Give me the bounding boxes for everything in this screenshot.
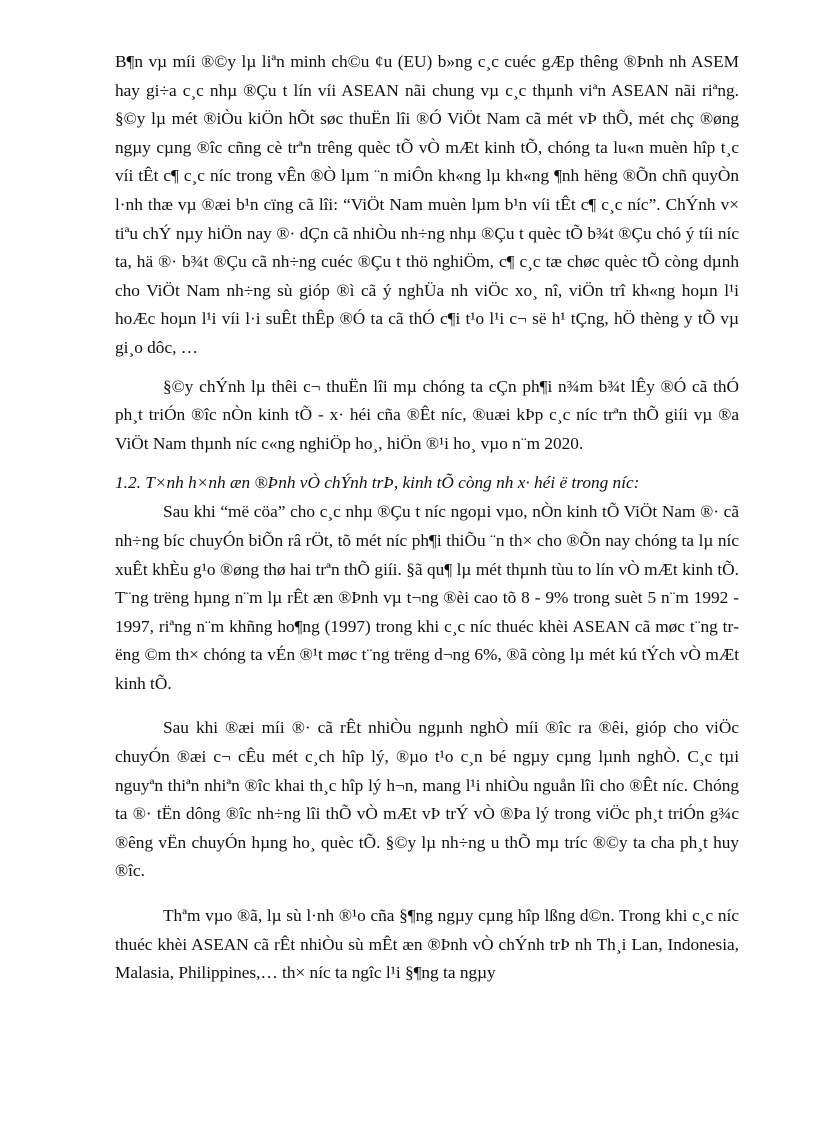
paragraph-after-renovation: Sau khi ®æi míi ®· cã rÊt nhiÒu ngµnh nghÒ míi ®îc ra ®êi, gióp cho viÖc chuyÓn ®æi c¬ cÊu mét c¸ch hîp lý, ®µo t¹o c¸n bé ngµy cµng lµnh nghÒ. C¸c tµi nguyªn thiªn nhiªn ®îc khai th¸c hîp lý h¬n, mang l¹i nhiÒu nguån lîi cho ®Êt níc. Chóng ta ®· tËn dông ®îc nh÷ng lîi thÕ vÒ mÆt vÞ trÝ vÒ ®Þa lý trong viÖc ph¸t triÓn g¾c ®êng vËn chuyÓn hµng ho¸ quèc tÕ. §©y lµ nh÷ng u thÕ mµ tríc ®©y ta cha ph¸t huy ®îc. <box>115 718 739 881</box>
paragraph-intro: B¶n vµ míi ®©y lµ liªn minh ch©u ¢u (EU) b»ng c¸c cuéc gÆp thêng ®Þnh nh ASEM hay gi÷a c¸c nhµ ®Çu t lín víi ASEAN nãi chung vµ c¸c thµnh viªn ASEAN nãi riªng. §©y lµ mét ®iÒu kiÖn hÕt søc thuËn lîi ®Ó ViÖt Nam cã mét vÞ thÕ, mét chç ®øng ngµy cµng ®îc cñng cè trªn trêng quèc tÕ vÒ mÆt kinh tÕ, chóng ta lu«n muèn hîp t¸c víi tÊt c¶ c¸c níc trong vÊn ®Ò lµm ¨n miÔn kh«ng lµ kh«ng ¶nh hëng ®Õn chñ quyÒn l·nh thæ vµ ®æi b¹n cïng cã lîi: “ViÖt Nam muèn lµm b¹n víi tÊt c¶ c¸c níc”. ChÝnh v× tiªu chÝ nµy hiÖn nay ®· dÇn cã nhiÒu nh÷ng nhµ ®Çu t quèc tÕ b¾t ®Çu chó ý tíi níc ta, hä ®· b¾t ®Çu cã nh÷ng cuéc ®Çu t thö nghiÖm, c¶ c¸c tæ chøc quèc tÕ còng dµnh cho ViÖt Nam nh÷ng sù gióp ®ì cã ý nghÜa nh viÖc xo¸ nî, viÖn trî kh«ng hoµn l¹i hoÆc hoµn l¹i víi l·i suÊt thÊp ®Ó ta cã thÓ c¶i t¹o l¹i c¬ së h¹ tÇng, hÖ thèng y tÕ vµ gi¸o dôc, … <box>115 52 739 357</box>
paragraph-opening-economy: Sau khi “më cöa” cho c¸c nhµ ®Çu t níc ngoµi vµo, nÒn kinh tÕ ViÖt Nam ®· cã nh÷ng bíc chuyÓn biÕn râ rÖt, tõ mét níc ph¶i thiÕu ¨n th× cho ®Õn nay chóng ta lµ níc xuÊt khÈu g¹o ®øng thø hai trªn thÕ giíi. §ã qu¶ lµ mét thµnh tùu to lín vÒ mÆt kinh tÕ. T¨ng trëng hµng n¨m lµ rÊt æn ®Þnh vµ t¬ng ®èi cao tõ 8 - 9% trong suèt 5 n¨m 1992 - 1997, riªng n¨m khñng ho¶ng (1997) trong khi c¸c níc thuéc khèi ASEAN cã møc t¨ng trëng ©m th× chóng ta vÉn ®¹t møc t¨ng trëng d¬ng 6%, ®ã còng lµ mét kú tÝch vÒ mÆt kinh tÕ. <box>115 502 739 693</box>
document-body <box>115 48 739 988</box>
paragraph-party-leadership: Thªm vµo ®ã, lµ sù l·nh ®¹o cña §¶ng ngµy cµng hîp lßng d©n. Trong khi c¸c níc thuéc khèi ASEAN cã rÊt nhiÒu sù mÊt æn ®Þnh vÒ chÝnh trÞ nh Th¸i Lan, Indonesia, Malasia, Philippines,… th× níc ta ngîc l¹i §¶ng ta ngµy <box>115 906 739 983</box>
paragraph-opportunity: §©y chÝnh lµ thêi c¬ thuËn lîi mµ chóng ta cÇn ph¶i n¾m b¾t lÊy ®Ó cã thÓ ph¸t triÓn ®îc nÒn kinh tÕ - x· héi cña ®Êt níc, ®uæi kÞp c¸c níc trªn thÕ giíi vµ ®a ViÖt Nam thµnh níc c«ng nghiÖp ho¸, hiÖn ®¹i ho¸ vµo n¨m 2020. <box>115 376 739 453</box>
section-heading: 1.2. T×nh h×nh æn ®Þnh vÒ chÝnh trÞ, kinh tÕ còng nh x· héi ë trong níc: <box>115 473 640 493</box>
